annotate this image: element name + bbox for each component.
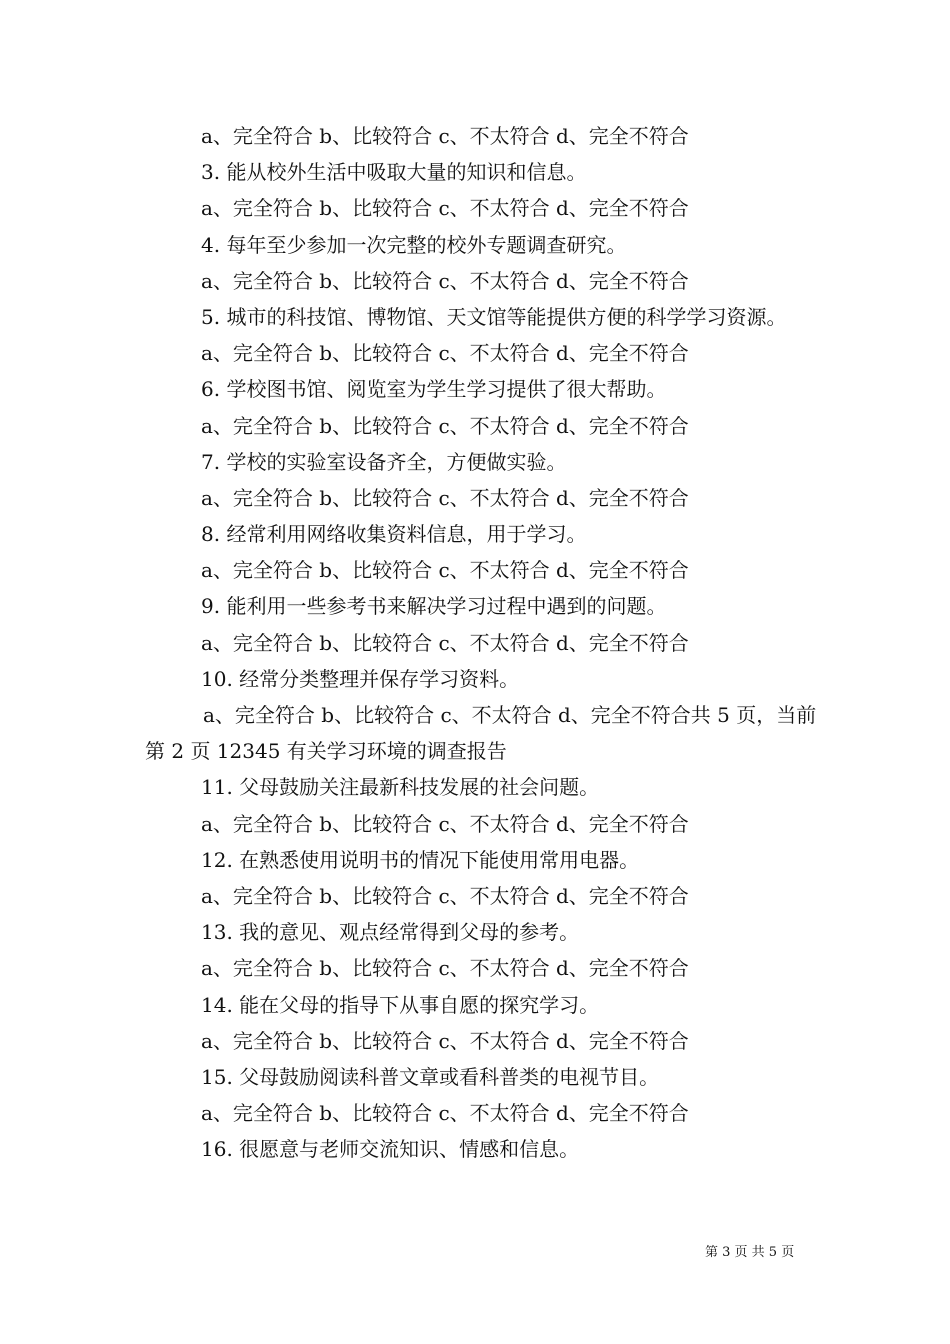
question-5: 5. 城市的科技馆、博物馆、天文馆等能提供方便的科学学习资源。: [201, 304, 787, 329]
answer-options: a、完全符合 b、比较符合 c、不太符合 d、完全不符合: [201, 268, 689, 293]
question-15: 15. 父母鼓励阅读科普文章或看科普类的电视节目。: [201, 1064, 660, 1089]
answer-options: a、完全符合 b、比较符合 c、不太符合 d、完全不符合: [201, 124, 689, 148]
question-8: 8. 经常利用网络收集资料信息，用于学习。: [201, 522, 587, 547]
answer-options: a、完全符合 b、比较符合 c、不太符合 d、完全不符合: [201, 956, 689, 981]
question-9: 9. 能利用一些参考书来解决学习过程中遇到的问题。: [201, 594, 667, 619]
question-7: 7. 学校的实验室设备齐全，方便做实验。: [201, 449, 567, 474]
answer-options: a、完全符合 b、比较符合 c、不太符合 d、完全不符合: [201, 196, 689, 221]
answer-options: a、完全符合 b、比较符合 c、不太符合 d、完全不符合: [201, 558, 689, 583]
question-13: 13. 我的意见、观点经常得到父母的参考。: [201, 920, 580, 945]
question-14: 14. 能在父母的指导下从事自愿的探究学习。: [201, 992, 600, 1017]
answer-options: a、完全符合 b、比较符合 c、不太符合 d、完全不符合: [201, 1028, 689, 1053]
page-footer: 第 3 页 共 5 页: [705, 1245, 795, 1260]
answer-options: a、完全符合 b、比较符合 c、不太符合 d、完全不符合: [201, 485, 689, 510]
question-10: 10. 经常分类整理并保存学习资料。: [201, 666, 520, 691]
question-11: 11. 父母鼓励关注最新科技发展的社会问题。: [201, 775, 600, 800]
answer-options: a、完全符合 b、比较符合 c、不太符合 d、完全不符合: [201, 341, 689, 366]
answer-options: a、完全符合 b、比较符合 c、不太符合 d、完全不符合: [201, 413, 689, 438]
answer-options: a、完全符合 b、比较符合 c、不太符合 d、完全不符合: [201, 811, 689, 836]
answer-options: a、完全符合 b、比较符合 c、不太符合 d、完全不符合: [201, 883, 689, 908]
question-16: 16. 很愿意与老师交流知识、情感和信息。: [201, 1137, 580, 1162]
question-12: 12. 在熟悉使用说明书的情况下能使用常用电器。: [201, 847, 640, 872]
answer-options: a、完全符合 b、比较符合 c、不太符合 d、完全不符合: [201, 630, 689, 655]
question-6: 6. 学校图书馆、阅览室为学生学习提供了很大帮助。: [201, 377, 667, 402]
document-body: [145, 118, 835, 1167]
question-3: 3. 能从校外生活中吸取大量的知识和信息。: [201, 160, 587, 185]
question-4: 4. 每年至少参加一次完整的校外专题调查研究。: [201, 232, 627, 257]
answer-options: a、完全符合 b、比较符合 c、不太符合 d、完全不符合: [201, 1101, 689, 1126]
answer-options-with-page-note: a、完全符合 b、比较符合 c、不太符合 d、完全不符合共 5 页，当前第 2 页 12345 有关学习环境的调查报告: [145, 703, 817, 764]
